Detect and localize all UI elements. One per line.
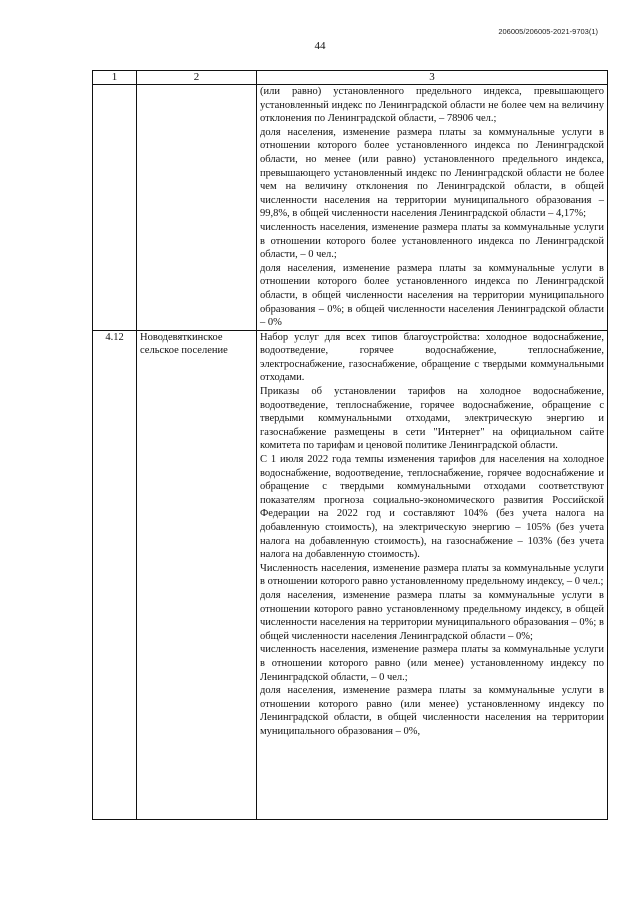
paragraph: доля населения, изменение размера платы за коммунальные услуги в отношении которого равно установленному предельному индексу, в общей численности населения на территории муниципального образования – 0%; в общей численности населения Ленинградской области – 0%; — [260, 589, 604, 642]
document-code: 206005/206005-2021-9703(1) — [498, 27, 598, 36]
paragraph: (или равно) установленного предельного индекса, превышающего установленный индекс по Ленинградской области не более чем на величину отклонения по Ленинградской области, – 78906 чел.; — [260, 86, 604, 125]
table-row-continued — [93, 85, 608, 331]
paragraph: доля населения, изменение размера платы за коммунальные услуги в отношении которого более установленного индекса по Ленинградской области, но менее (или равно) установленного предельного индекса, превышающего установленный индекс по Ленинградской области не более чем на величину отклонения по Ленинградской области, в общей численности населения на территории муниципального образования – 99,8%, в общей численности населения Ленинградской области – 4,17%; — [260, 126, 604, 220]
paragraph: численность населения, изменение размера платы за коммунальные услуги в отношении которого более установленного индекса по Ленинградской области, – 0 чел.; — [260, 221, 604, 261]
cell-number-empty — [93, 85, 137, 331]
paragraph: Численность населения, изменение размера платы за коммунальные услуги в отношении которого равно установленному предельному индексу, – 0 чел.; — [260, 562, 604, 588]
paragraph: доля населения, изменение размера платы за коммунальные услуги в отношении которого равно (или менее) установленному индексу по Ленинградской области, в общей численности населения на территории муниципального образования – 0%, — [260, 685, 604, 737]
table-header-row — [93, 71, 608, 85]
cell-text-continued — [257, 85, 608, 331]
paragraph: Набор услуг для всех типов благоустройства: холодное водоснабжение, водоотведение, горячее водоснабжение, теплоснабжение, электроснабжение, газоснабжение, обращение с твердыми коммунальными отходами. — [260, 331, 604, 384]
paragraph: Приказы об установлении тарифов на холодное водоснабжение, водоотведение, теплоснабжение, горячее водоснабжение, обращение с твердыми коммунальными отходами, электрическую энергию и газоснабжение размещены в сети "Интернет" на официальном сайте комитета по тарифам и ценовой политике Ленинградской области. — [260, 386, 604, 452]
table-row-4-12 — [93, 330, 608, 819]
paragraph: С 1 июля 2022 года темпы изменения тарифов для населения на холодное водоснабжение, водоотведение, теплоснабжение, горячее водоснабжение и обращение с твердыми коммунальными отходами соответствуют показателям прогноза социально-экономического развития Российской Федерации на 2022 год и составляют 104% (без учета налога на добавленную стоимость), на электрическую энергию – 105% (без учета налога на добавленную стоимость), на газоснабжение – 103% (без учета налога на добавленную стоимость). — [260, 454, 604, 561]
column-header-1: 1 — [93, 71, 137, 85]
document-table — [92, 70, 608, 820]
cell-text — [257, 330, 608, 819]
cell-name-empty — [137, 85, 257, 331]
column-header-2: 2 — [137, 71, 257, 85]
cell-number: 4.12 — [93, 330, 137, 819]
paragraph: доля населения, изменение размера платы за коммунальные услуги в отношении которого более установленного индекса по Ленинградской области, в общей численности населения на территории муниципального образования – 0%; в общей численности населения Ленинградской области – 0% — [260, 262, 604, 329]
cell-municipality-name: Новодевяткинское сельское поселение — [137, 330, 257, 819]
cell-text-content — [260, 331, 604, 817]
page-number: 44 — [314, 40, 326, 52]
paragraph: численность населения, изменение размера платы за коммунальные услуги в отношении которого равно (или менее) установленному индексу по Ленинградской области, – 0 чел.; — [260, 644, 604, 683]
column-header-3: 3 — [257, 71, 608, 85]
